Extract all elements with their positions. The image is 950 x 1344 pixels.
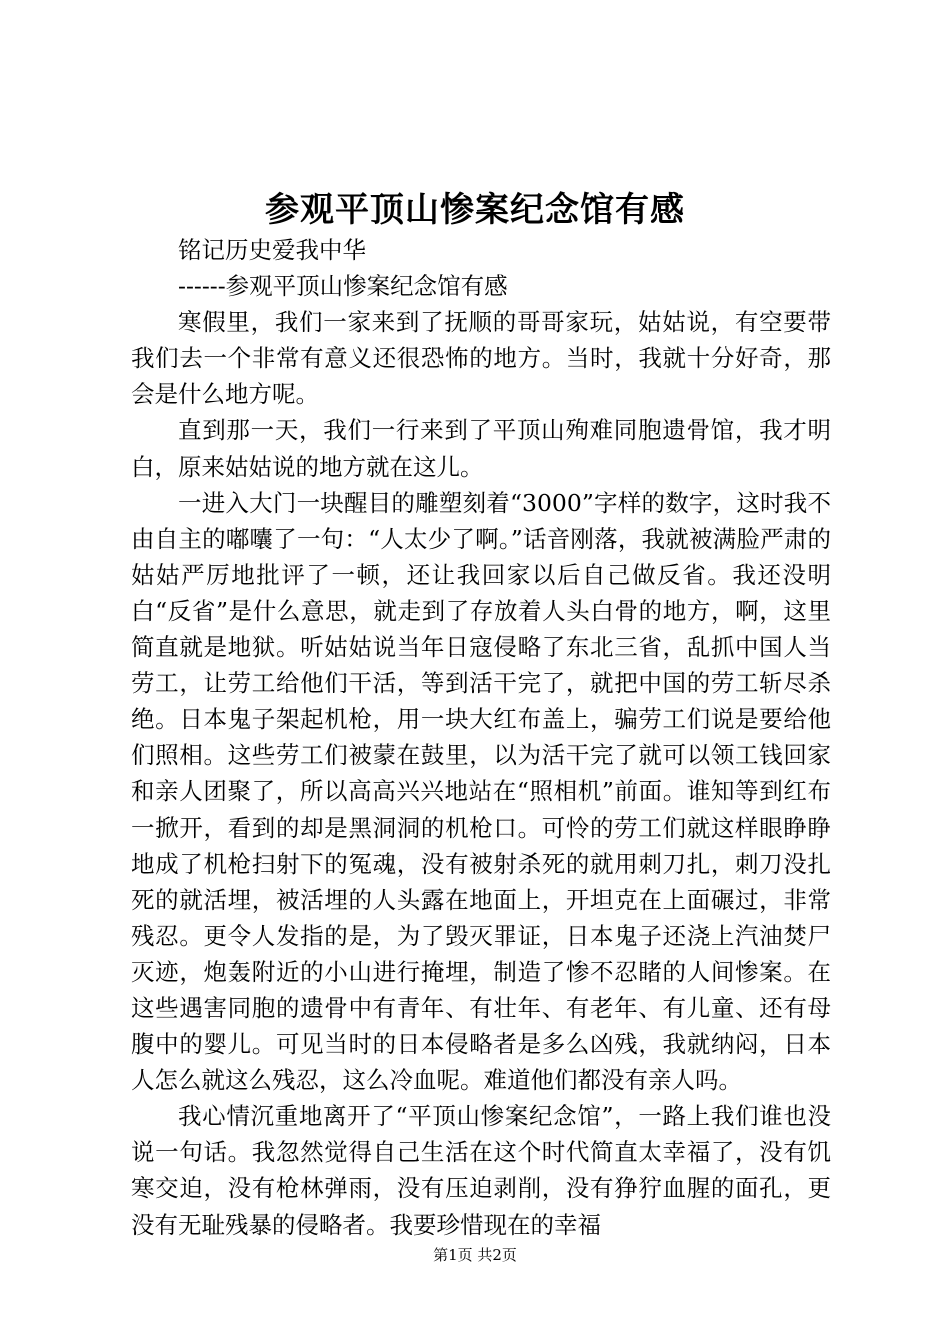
page-number-footer: 第1页 共2页 xyxy=(433,1246,517,1264)
paragraph-motto: 铭记历史爱我中华 xyxy=(178,236,366,264)
document-body xyxy=(131,232,831,1243)
paragraph: 一进入大门一块醒目的雕塑刻着“3000”字样的数字，这时我不由自主的嘟囔了一句：“人太少了啊。”话音刚落，我就被满脸严肃的姑姑严厉地批评了一顿，还让我回家以后自己做反省。我还没明白“反省”是什么意思，就走到了存放着人头白骨的地方，啊，这里简直就是地狱。听姑姑说当年日寇侵略了东北三省，乱抓中国人当劳工，让劳工给他们干活，等到活干完了，就把中国的劳工斩尽杀绝。日本鬼子架起机枪，用一块大红布盖上，骗劳工们说是要给他们照相。这些劳工们被蒙在鼓里，以为活干完了就可以领工钱回家和亲人团聚了，所以高高兴兴地站在“照相机”前面。谁知等到红布一掀开，看到的却是黑洞洞的机枪口。可怜的劳工们就这样眼睁睁地成了机枪扫射下的冤魂，没有被射杀死的就用刺刀扎，刺刀没扎死的就活埋，被活埋的人头露在地面上，开坦克在上面碾过，非常残忍。更令人发指的是，为了毁灭罪证，日本鬼子还浇上汽油焚尸灭迹，炮轰附近的小山进行掩埋，制造了惨不忍睹的人间惨案。在这些遇害同胞的遗骨中有青年、有壮年、有老年、有儿童、还有母腹中的婴儿。可见当时的日本侵略者是多么凶残，我就纳闷，日本人怎么就这么残忍，这么冷血呢。难道他们都没有亲人吗。 xyxy=(131,488,831,1095)
paragraph: 直到那一天，我们一行来到了平顶山殉难同胞遗骨馆，我才明白，原来姑姑说的地方就在这儿。 xyxy=(131,416,831,481)
document-title: 参观平顶山惨案纪念馆有感 xyxy=(265,190,685,230)
paragraph: 寒假里，我们一家来到了抚顺的哥哥家玩，姑姑说，有空要带我们去一个非常有意义还很恐怖的地方。当时，我就十分好奇，那会是什么地方呢。 xyxy=(131,308,831,409)
paragraph-subtitle: ------参观平顶山惨案纪念馆有感 xyxy=(178,272,508,301)
paragraph: 我心情沉重地离开了“平顶山惨案纪念馆”，一路上我们谁也没说一句话。我忽然觉得自己生活在这个时代简直太幸福了，没有饥寒交迫，没有枪林弹雨，没有压迫剥削，没有狰狞血腥的面孔，更没有无耻残暴的侵略者。我要珍惜现在的幸福 xyxy=(131,1102,831,1239)
